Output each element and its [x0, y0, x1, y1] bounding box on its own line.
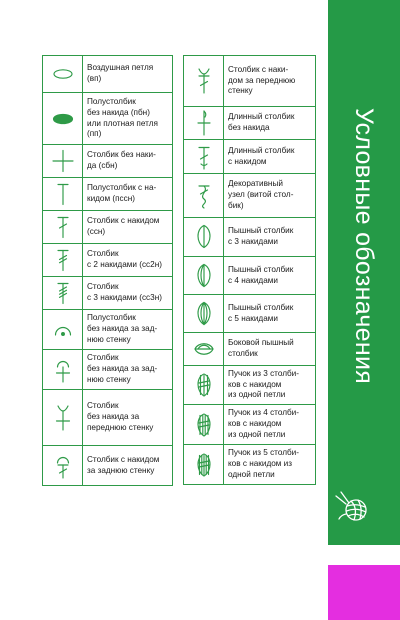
symbol-cell — [43, 178, 83, 211]
description-cell — [224, 405, 316, 445]
description-line: Пучок из 4 столби- — [228, 408, 299, 418]
symbol-cell — [43, 310, 83, 350]
description-line: Пышный столбик — [228, 302, 294, 312]
legend-row — [184, 257, 316, 295]
legend-row — [43, 446, 173, 486]
description-line: Полустолбик с на- — [87, 183, 157, 193]
symbol-cell — [43, 56, 83, 93]
legend-row — [43, 56, 173, 93]
description-line: Воздушная петля — [87, 63, 154, 73]
description-cell — [83, 93, 173, 145]
symbol-cell — [43, 145, 83, 178]
description-cell — [83, 390, 173, 446]
legend-row — [43, 178, 173, 211]
description-cell — [83, 310, 173, 350]
legend-table-left — [42, 55, 173, 486]
description-line: (вп) — [87, 74, 102, 83]
description-line: Пышный столбик — [228, 264, 294, 274]
symbol-cell — [43, 350, 83, 390]
description-line: без накида (пбн) — [87, 107, 150, 117]
symbol-cell — [184, 405, 224, 445]
description-line: узел (витой стол- — [228, 190, 294, 200]
legend-row — [43, 350, 173, 390]
legend-row — [43, 277, 173, 310]
description-cell — [83, 211, 173, 244]
cluster-3-icon — [184, 370, 223, 400]
description-line: ков с накидом — [228, 379, 282, 389]
symbol-cell — [184, 56, 224, 107]
puff-4-icon — [184, 261, 223, 291]
single-crochet-back-loop-icon — [43, 355, 82, 385]
symbol-cell — [43, 93, 83, 145]
double-crochet-icon — [43, 212, 82, 242]
description-line: переднюю стенку — [87, 422, 154, 432]
long-single-crochet-icon — [184, 108, 223, 138]
description-line: без накида за — [87, 412, 140, 422]
puff-3-icon — [184, 222, 223, 252]
description-line: из одной петли — [228, 390, 286, 400]
page-number: 3 — [361, 550, 367, 560]
description-cell — [83, 244, 173, 277]
description-cell — [83, 145, 173, 178]
description-cell — [224, 174, 316, 218]
yarn-ball-icon — [332, 488, 372, 528]
description-line: стенку — [228, 86, 253, 96]
symbol-cell — [43, 446, 83, 486]
symbol-cell — [184, 295, 224, 333]
description-line: (ссн) — [87, 227, 106, 236]
legend-row — [184, 107, 316, 140]
symbol-cell — [43, 244, 83, 277]
description-cell — [224, 218, 316, 257]
double-treble-crochet-icon — [43, 278, 82, 308]
description-line: столбик — [228, 349, 258, 358]
description-line: ков с накидом — [228, 419, 282, 429]
description-line: Декоративный — [228, 179, 283, 189]
description-cell — [83, 56, 173, 93]
legend-row — [184, 218, 316, 257]
single-crochet-icon — [43, 146, 82, 176]
symbol-cell — [184, 333, 224, 366]
decorative-knot-icon — [184, 181, 223, 211]
symbol-cell — [43, 211, 83, 244]
description-line: нюю стенку — [87, 334, 131, 344]
symbol-cell — [184, 366, 224, 405]
legend-row — [43, 390, 173, 446]
slip-stitch-icon — [43, 104, 82, 134]
description-cell — [224, 445, 316, 485]
description-line: с 3 накидами (сс3н) — [87, 293, 162, 302]
legend-row — [184, 333, 316, 366]
half-double-crochet-icon — [43, 179, 82, 209]
description-line: Боковой пышный — [228, 338, 294, 348]
description-cell — [83, 350, 173, 390]
cluster-5-icon — [184, 450, 223, 480]
description-line: одной петли — [228, 469, 275, 479]
cluster-4-icon — [184, 410, 223, 440]
description-cell — [83, 178, 173, 211]
description-line: с 4 накидами — [228, 275, 278, 285]
single-crochet-front-loop-icon — [43, 403, 82, 433]
symbol-cell — [184, 174, 224, 218]
description-line: без накида — [228, 123, 270, 132]
magenta-block — [328, 565, 400, 620]
description-line: Полустолбик — [87, 313, 136, 323]
description-line: Полустолбик — [87, 96, 136, 106]
description-line: ков с накидом из — [228, 459, 293, 469]
description-line: за заднюю стенку — [87, 465, 155, 475]
long-double-crochet-icon — [184, 142, 223, 172]
legend-row — [184, 174, 316, 218]
legend-row — [43, 310, 173, 350]
chain-stitch-icon — [43, 59, 82, 89]
side-puff-icon — [184, 334, 223, 364]
section-title: Условные обозначения — [350, 108, 378, 385]
description-line: Столбик с накидом — [87, 216, 160, 226]
legend-row — [43, 93, 173, 145]
description-line: без накида за зад- — [87, 364, 158, 374]
description-cell — [224, 333, 316, 366]
description-line: Пышный столбик — [228, 226, 294, 236]
description-line: с 3 накидами — [228, 237, 278, 246]
double-crochet-front-loop-icon — [184, 66, 223, 96]
description-cell — [224, 56, 316, 107]
description-line: Длинный столбик — [228, 145, 295, 155]
description-line: Столбик с накидом — [87, 454, 160, 464]
legend-row — [184, 295, 316, 333]
description-line: Столбик — [87, 282, 119, 292]
treble-crochet-icon — [43, 245, 82, 275]
legend-row — [43, 211, 173, 244]
description-line: Столбик — [87, 249, 119, 259]
description-line: Пучок из 5 столби- — [228, 448, 299, 458]
description-line: или плотная петля — [87, 118, 158, 128]
description-line: нюю стенку — [87, 374, 131, 384]
description-line: из одной петли — [228, 429, 286, 439]
description-line: без накида за зад- — [87, 324, 158, 334]
description-line: Столбик — [87, 401, 119, 411]
description-line: с 2 накидами (сс2н) — [87, 260, 162, 269]
symbol-cell — [184, 107, 224, 140]
description-line: (пп) — [87, 129, 102, 139]
description-line: да (сбн) — [87, 161, 118, 170]
description-line: с 5 накидами — [228, 313, 278, 323]
puff-5-icon — [184, 299, 223, 329]
symbol-cell — [184, 218, 224, 257]
slip-stitch-back-loop-icon — [43, 315, 82, 345]
description-line: кидом (пссн) — [87, 194, 135, 203]
symbol-cell — [184, 257, 224, 295]
description-cell — [224, 107, 316, 140]
legend-row — [184, 405, 316, 445]
symbol-cell — [184, 445, 224, 485]
description-line: Длинный столбик — [228, 112, 295, 122]
description-cell — [224, 295, 316, 333]
description-line: Пучок из 3 столби- — [228, 368, 299, 378]
legend-row — [184, 366, 316, 405]
legend-table-right — [183, 55, 316, 485]
legend-row — [184, 56, 316, 107]
legend-row — [184, 445, 316, 485]
description-line: Столбик с наки- — [228, 64, 289, 74]
symbol-cell — [184, 140, 224, 174]
symbol-cell — [43, 277, 83, 310]
description-cell — [83, 277, 173, 310]
legend-row — [184, 140, 316, 174]
description-line: Столбик — [87, 353, 119, 363]
description-line: бик) — [228, 200, 244, 210]
description-cell — [224, 257, 316, 295]
double-crochet-back-loop-icon — [43, 451, 82, 481]
description-cell — [224, 366, 316, 405]
description-line: Столбик без наки- — [87, 150, 156, 160]
legend-row — [43, 145, 173, 178]
symbol-cell — [43, 390, 83, 446]
description-cell — [83, 446, 173, 486]
description-line: дом за переднюю — [228, 75, 296, 85]
description-cell — [224, 140, 316, 174]
description-line: с накидом — [228, 156, 267, 166]
legend-row — [43, 244, 173, 277]
